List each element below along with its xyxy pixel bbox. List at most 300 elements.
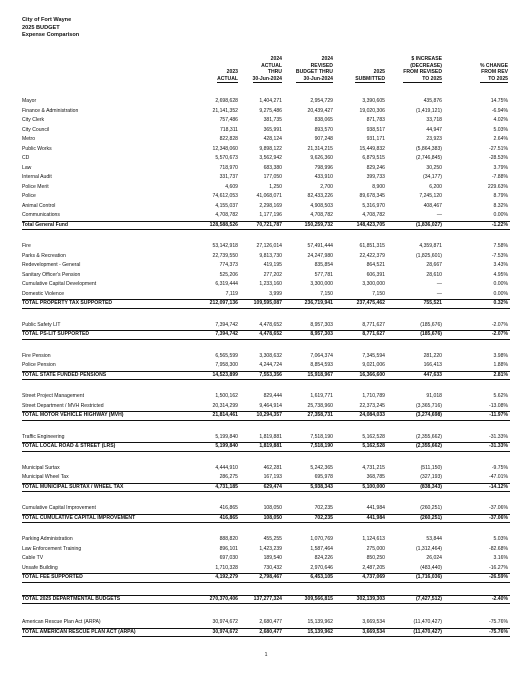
row-label: Communications xyxy=(22,212,60,219)
cell-c1: 718,311 xyxy=(219,126,238,133)
cell-c3: 907,248 xyxy=(314,136,333,143)
table-row xyxy=(0,290,532,300)
cell-c6: -31.33% xyxy=(489,433,508,440)
cell-c2: 2,798,467 xyxy=(259,574,282,581)
row-label: Total General Fund xyxy=(22,221,69,228)
cell-c2: 1,177,196 xyxy=(259,212,282,219)
cell-c4: 3,300,000 xyxy=(362,281,385,288)
table-row xyxy=(0,126,532,136)
table-row xyxy=(0,97,532,107)
header-line: FROM REV xyxy=(481,69,508,76)
cell-c5: 44,947 xyxy=(426,126,442,133)
cell-c5: (2,355,662) xyxy=(415,433,442,440)
header-c3 xyxy=(296,56,333,83)
header-line: REVISED xyxy=(310,62,333,69)
cell-c5: (1,716,036) xyxy=(415,574,442,581)
cell-c2: 1,819,881 xyxy=(259,433,282,440)
cell-c1: 30,974,672 xyxy=(212,628,238,635)
cell-c5: — xyxy=(436,290,442,297)
cell-c6: 3.43% xyxy=(493,262,508,269)
cell-c3: 236,719,941 xyxy=(304,300,333,307)
cell-c3: 15,139,962 xyxy=(307,619,333,626)
cell-c4: 5,316,970 xyxy=(362,202,385,209)
table-row xyxy=(0,107,532,117)
cell-c2: 108,050 xyxy=(263,514,282,521)
section-0 xyxy=(0,97,532,230)
cell-c2: 9,464,914 xyxy=(259,402,282,409)
cell-c6: 2.81% xyxy=(493,371,508,378)
cell-c4: 148,423,705 xyxy=(356,221,385,228)
cell-c2: 462,281 xyxy=(263,464,282,471)
cell-c6: -2.40% xyxy=(491,595,508,602)
total-row xyxy=(0,371,532,381)
cell-c2: 455,255 xyxy=(263,536,282,543)
cell-c4: 7,150 xyxy=(372,290,385,297)
cell-c6: 5.03% xyxy=(493,126,508,133)
row-label: CD xyxy=(22,155,30,162)
table-row xyxy=(0,116,532,126)
total-row xyxy=(0,221,532,231)
cell-c3: 24,247,980 xyxy=(307,252,333,259)
cell-c6: -16.27% xyxy=(489,564,508,571)
cell-c2: 629,474 xyxy=(263,483,282,490)
cell-c5: 33,718 xyxy=(426,117,442,124)
cell-c1: 12,348,060 xyxy=(212,145,238,152)
header-line: ACTUAL xyxy=(261,62,282,69)
table-row xyxy=(0,261,532,271)
cell-c1: 4,731,185 xyxy=(215,483,238,490)
row-label: TOTAL PROPERTY TAX SUPPORTED xyxy=(22,300,113,307)
row-label: Sanitary Officer's Pension xyxy=(22,271,81,278)
section-5 xyxy=(0,433,532,452)
table-row xyxy=(0,242,532,252)
row-label: Law Enforcement Training xyxy=(22,545,82,552)
cell-c5: (2,746,845) xyxy=(415,155,442,162)
cell-c5: 30,250 xyxy=(426,164,442,171)
cell-c5: 281,220 xyxy=(423,352,442,359)
table-row xyxy=(0,280,532,290)
cell-c3: 7,064,374 xyxy=(310,352,333,359)
cell-c6: -7.53% xyxy=(491,252,508,259)
cell-c5: 7,245,120 xyxy=(419,193,442,200)
cell-c6: -11.97% xyxy=(489,412,508,419)
cell-c4: 24,084,033 xyxy=(359,412,385,419)
cell-c4: 1,710,789 xyxy=(362,393,385,400)
cell-c6: -14.12% xyxy=(489,483,508,490)
cell-c2: 683,380 xyxy=(263,164,282,171)
cell-c4: 22,373,245 xyxy=(359,402,385,409)
cell-c5: (1,312,464) xyxy=(415,545,442,552)
table-row xyxy=(0,504,532,514)
cell-c2: 1,250 xyxy=(269,183,282,190)
cell-c5: (838,343) xyxy=(420,483,442,490)
cell-c3: 702,235 xyxy=(314,514,333,521)
row-label: Domestic Violence xyxy=(22,290,65,297)
row-label: Parks & Recreation xyxy=(22,252,66,259)
cell-c4: 1,124,613 xyxy=(362,536,385,543)
cell-c4: 441,984 xyxy=(366,505,385,512)
row-label: Municipal Wheel Tax xyxy=(22,474,69,481)
section-6 xyxy=(0,464,532,493)
table-row xyxy=(0,252,532,262)
cell-c4: 89,678,345 xyxy=(359,193,385,200)
cell-c3: 433,910 xyxy=(314,174,333,181)
cell-c6: 0.00% xyxy=(493,281,508,288)
cell-c6: 2.64% xyxy=(493,136,508,143)
cell-c3: 27,358,731 xyxy=(307,412,333,419)
row-label: TOTAL MUNICIPAL SURTAX / WHEEL TAX xyxy=(22,483,124,490)
cell-c3: 3,300,000 xyxy=(310,281,333,288)
section-9 xyxy=(0,595,532,605)
row-label: Public Works xyxy=(22,145,52,152)
cell-c5: 166,413 xyxy=(423,362,442,369)
cell-c5: 28,610 xyxy=(426,271,442,278)
cell-c1: 888,820 xyxy=(219,536,238,543)
row-label: American Rescue Plan Act (ARPA) xyxy=(22,619,101,626)
cell-c6: -13.08% xyxy=(489,402,508,409)
row-label: Cable TV xyxy=(22,555,44,562)
cell-c5: — xyxy=(436,281,442,288)
cell-c1: 20,314,299 xyxy=(212,402,238,409)
row-label: Street Department / MVH Restricted xyxy=(22,402,104,409)
column-headers xyxy=(0,47,532,83)
cell-c4: 8,771,627 xyxy=(362,331,385,338)
table-row xyxy=(0,535,532,545)
cell-c1: 22,739,550 xyxy=(212,252,238,259)
cell-c2: 381,735 xyxy=(263,117,282,124)
row-label: Municipal Surtax xyxy=(22,464,60,471)
cell-c6: 0.32% xyxy=(493,300,508,307)
table-row xyxy=(0,145,532,155)
row-label: Fire xyxy=(22,243,31,250)
cell-c3: 838,065 xyxy=(314,117,333,124)
cell-c3: 4,908,503 xyxy=(310,202,333,209)
cell-c1: 416,865 xyxy=(219,514,238,521)
cell-c2: 1,423,239 xyxy=(259,545,282,552)
cell-c4: 22,422,379 xyxy=(359,252,385,259)
cell-c4: 5,162,528 xyxy=(362,443,385,450)
cell-c2: 2,680,477 xyxy=(259,628,282,635)
cell-c3: 6,453,105 xyxy=(310,574,333,581)
row-label: Fire Pension xyxy=(22,352,51,359)
section-3 xyxy=(0,352,532,381)
cell-c4: 9,021,006 xyxy=(362,362,385,369)
table-row xyxy=(0,183,532,193)
cell-c2: 27,126,014 xyxy=(256,243,282,250)
cell-c3: 1,070,769 xyxy=(310,536,333,543)
cell-c2: 3,308,632 xyxy=(259,352,282,359)
cell-c3: 7,518,190 xyxy=(310,433,333,440)
cell-c6: -26.59% xyxy=(489,574,508,581)
cell-c6: 1.88% xyxy=(493,362,508,369)
cell-c1: 21,814,461 xyxy=(212,412,238,419)
title-city: City of Fort Wayne xyxy=(22,17,72,23)
cell-c3: 893,570 xyxy=(314,126,333,133)
cell-c4: 871,783 xyxy=(366,117,385,124)
cell-c6: 3.98% xyxy=(493,352,508,359)
cell-c2: 428,124 xyxy=(263,136,282,143)
cell-c5: 6,200 xyxy=(429,183,442,190)
cell-c6: 0.00% xyxy=(493,290,508,297)
cell-c1: 5,199,840 xyxy=(215,433,238,440)
header-line: 2025 xyxy=(373,69,385,76)
cell-c2: 177,050 xyxy=(263,174,282,181)
cell-c4: 4,737,069 xyxy=(362,574,385,581)
cell-c5: 435,876 xyxy=(423,98,442,105)
cell-c5: (34,177) xyxy=(423,174,442,181)
header-line: 2024 xyxy=(321,56,333,63)
cell-c4: 4,708,782 xyxy=(362,212,385,219)
table-row xyxy=(0,202,532,212)
cell-c4: 8,900 xyxy=(372,183,385,190)
header-line: TO 2025 xyxy=(403,76,442,83)
cell-c1: 7,119 xyxy=(225,290,238,297)
cell-c6: 7.58% xyxy=(493,243,508,250)
cell-c4: 3,390,605 xyxy=(362,98,385,105)
row-label: TOTAL CUMULATIVE CAPITAL IMPROVEMENT xyxy=(22,514,136,521)
cell-c5: (7,427,512) xyxy=(415,595,442,602)
cell-c4: 938,517 xyxy=(366,126,385,133)
cell-c2: 829,444 xyxy=(263,393,282,400)
header-c1 xyxy=(217,56,238,83)
cell-c2: 137,277,324 xyxy=(253,595,282,602)
cell-c2: 365,991 xyxy=(263,126,282,133)
cell-c4: 275,000 xyxy=(366,545,385,552)
cell-c6: -1.22% xyxy=(491,221,508,228)
cell-c4: 19,020,306 xyxy=(359,107,385,114)
cell-c3: 15,918,967 xyxy=(307,371,333,378)
cell-c4: 7,345,594 xyxy=(362,352,385,359)
cell-c3: 577,781 xyxy=(314,271,333,278)
cell-c4: 8,771,627 xyxy=(362,321,385,328)
cell-c5: (5,864,383) xyxy=(415,145,442,152)
cell-c5: 755,521 xyxy=(423,300,442,307)
header-line: BUDGET THRU xyxy=(295,69,333,76)
cell-c6: 3.79% xyxy=(493,164,508,171)
table-row xyxy=(0,154,532,164)
cell-c6: -37.06% xyxy=(489,505,508,512)
header-line: FROM REVISED xyxy=(403,69,442,76)
cell-c5: 447,633 xyxy=(423,371,442,378)
title-budget: 2025 BUDGET xyxy=(22,24,60,31)
cell-c5: 28,667 xyxy=(426,262,442,269)
row-label: Animal Control xyxy=(22,202,56,209)
cell-c2: 4,244,724 xyxy=(259,362,282,369)
cell-c2: 4,478,652 xyxy=(259,331,282,338)
cell-c6: -7.88% xyxy=(491,174,508,181)
cell-c1: 896,101 xyxy=(219,545,238,552)
cell-c2: 3,999 xyxy=(269,290,282,297)
row-label: Police xyxy=(22,193,36,200)
table-row xyxy=(0,392,532,402)
total-row xyxy=(0,299,532,309)
cell-c4: 864,521 xyxy=(366,262,385,269)
cell-c1: 5,570,673 xyxy=(215,155,238,162)
cell-c1: 5,199,840 xyxy=(215,443,238,450)
cell-c6: 0.00% xyxy=(493,212,508,219)
header-c6 xyxy=(480,56,508,83)
cell-c4: 829,246 xyxy=(366,164,385,171)
table-row xyxy=(0,164,532,174)
cell-c2: 4,478,652 xyxy=(259,321,282,328)
cell-c4: 61,851,315 xyxy=(359,243,385,250)
header-line: (DECREASE) xyxy=(410,62,442,69)
page-number: 1 xyxy=(264,652,268,658)
cell-c4: 368,785 xyxy=(366,474,385,481)
table-row xyxy=(0,618,532,628)
cell-c2: 3,562,942 xyxy=(259,155,282,162)
cell-c4: 6,879,515 xyxy=(362,155,385,162)
row-label: TOTAL AMERICAN RESCUE PLAN ACT (ARPA) xyxy=(22,628,136,635)
section-7 xyxy=(0,504,532,523)
cell-c5: (1,419,121) xyxy=(415,107,442,114)
header-c5 xyxy=(403,56,442,83)
total-row xyxy=(0,483,532,493)
cell-c5: (11,470,427) xyxy=(413,619,442,626)
header-line: 2023 xyxy=(226,69,238,76)
table-row xyxy=(0,135,532,145)
cell-c6: 5.62% xyxy=(493,393,508,400)
cell-c4: 3,669,534 xyxy=(362,619,385,626)
cell-c6: 5.03% xyxy=(493,536,508,543)
cell-c2: 9,898,122 xyxy=(259,145,282,152)
total-row xyxy=(0,628,532,638)
cell-c1: 757,486 xyxy=(219,117,238,124)
cell-c1: 128,588,526 xyxy=(209,221,238,228)
header-line: THRU xyxy=(267,69,282,76)
row-label: City Council xyxy=(22,126,50,133)
cell-c6: 4.02% xyxy=(493,117,508,124)
cell-c1: 4,192,279 xyxy=(215,574,238,581)
cell-c4: 3,669,534 xyxy=(362,628,385,635)
cell-c6: 14.75% xyxy=(490,98,508,105)
cell-c5: (1,825,601) xyxy=(415,252,442,259)
table-row xyxy=(0,402,532,412)
cell-c3: 824,226 xyxy=(314,555,333,562)
cell-c3: 9,626,360 xyxy=(310,155,333,162)
cell-c6: -27.51% xyxy=(489,145,508,152)
cell-c6: -28.53% xyxy=(489,155,508,162)
cell-c6: -31.33% xyxy=(489,443,508,450)
cell-c1: 4,609 xyxy=(225,183,238,190)
cell-c3: 82,433,226 xyxy=(307,193,333,200)
table-row xyxy=(0,473,532,483)
cell-c1: 525,206 xyxy=(219,271,238,278)
header-line: 30-Jun-2024 xyxy=(296,76,333,83)
row-label: Unsafe Building xyxy=(22,564,58,571)
row-label: Law xyxy=(22,164,32,171)
expense-table xyxy=(0,85,532,637)
header-line: TO 2025 xyxy=(480,76,508,83)
cell-c4: 399,733 xyxy=(366,174,385,181)
cell-c3: 702,235 xyxy=(314,505,333,512)
cell-c4: 2,487,205 xyxy=(362,564,385,571)
cell-c3: 798,996 xyxy=(314,164,333,171)
cell-c5: (3,274,698) xyxy=(415,412,442,419)
cell-c3: 2,970,646 xyxy=(310,564,333,571)
cell-c1: 7,394,742 xyxy=(215,331,238,338)
row-label: Traffic Engineering xyxy=(22,433,65,440)
cell-c3: 8,957,303 xyxy=(310,331,333,338)
cell-c5: 4,359,871 xyxy=(419,243,442,250)
row-label: Redevelopment - General xyxy=(22,262,81,269)
cell-c5: (3,365,716) xyxy=(415,402,442,409)
row-label: TOTAL MOTOR VEHICLE HIGHWAY (MVH) xyxy=(22,412,124,419)
table-row xyxy=(0,321,532,331)
cell-c2: 2,298,169 xyxy=(259,202,282,209)
cell-c6: -2.07% xyxy=(491,321,508,328)
cell-c1: 697,030 xyxy=(219,555,238,562)
cell-c5: (327,193) xyxy=(420,474,442,481)
cell-c1: 270,370,406 xyxy=(209,595,238,602)
cell-c2: 41,068,071 xyxy=(256,193,282,200)
cell-c5: 91,018 xyxy=(426,393,442,400)
cell-c3: 695,978 xyxy=(314,474,333,481)
cell-c6: 229.63% xyxy=(487,183,508,190)
cell-c6: -2.07% xyxy=(491,331,508,338)
table-row xyxy=(0,361,532,371)
table-row xyxy=(0,192,532,202)
cell-c3: 25,738,960 xyxy=(307,402,333,409)
total-row xyxy=(0,573,532,583)
cell-c6: 8.32% xyxy=(493,202,508,209)
cell-c1: 7,394,742 xyxy=(215,321,238,328)
cell-c5: (483,440) xyxy=(420,564,442,571)
cell-c3: 5,242,365 xyxy=(310,464,333,471)
cell-c1: 4,708,782 xyxy=(215,212,238,219)
row-label: Street Project Management xyxy=(22,393,85,400)
cell-c6: -75.76% xyxy=(489,619,508,626)
cell-c1: 6,319,444 xyxy=(215,281,238,288)
cell-c3: 15,139,962 xyxy=(307,628,333,635)
table-row xyxy=(0,545,532,555)
cell-c5: (260,251) xyxy=(420,514,442,521)
section-4 xyxy=(0,392,532,421)
cell-c5: 26,024 xyxy=(426,555,442,562)
cell-c1: 53,142,918 xyxy=(212,243,238,250)
cell-c6: -9.75% xyxy=(491,464,508,471)
cell-c4: 5,100,000 xyxy=(362,483,385,490)
total-row xyxy=(0,442,532,452)
cell-c3: 8,957,303 xyxy=(310,321,333,328)
table-row xyxy=(0,554,532,564)
cell-c1: 4,444,910 xyxy=(215,464,238,471)
table-row xyxy=(0,173,532,183)
row-label: Internal Audit xyxy=(22,174,52,181)
row-label: Police Pension xyxy=(22,362,56,369)
cell-c4: 302,139,303 xyxy=(356,595,385,602)
row-label: Finance & Administration xyxy=(22,107,79,114)
cell-c3: 7,150 xyxy=(320,290,333,297)
cell-c2: 730,432 xyxy=(263,564,282,571)
cell-c6: 8.79% xyxy=(493,193,508,200)
section-2 xyxy=(0,321,532,340)
cell-c3: 4,708,782 xyxy=(310,212,333,219)
cell-c1: 1,500,162 xyxy=(215,393,238,400)
cell-c1: 718,970 xyxy=(219,164,238,171)
cell-c1: 286,275 xyxy=(219,474,238,481)
header-line: SUBMITTED xyxy=(355,75,385,82)
cell-c3: 2,700 xyxy=(320,183,333,190)
cell-c3: 1,587,464 xyxy=(310,545,333,552)
cell-c6: -6.94% xyxy=(491,107,508,114)
cell-c4: 16,366,600 xyxy=(359,371,385,378)
cell-c5: 23,923 xyxy=(426,136,442,143)
title-subtitle: Expense Comparison xyxy=(22,32,80,38)
document-title xyxy=(22,17,79,40)
cell-c4: 850,250 xyxy=(366,555,385,562)
row-label: Cumulative Capital Improvement xyxy=(22,505,96,512)
